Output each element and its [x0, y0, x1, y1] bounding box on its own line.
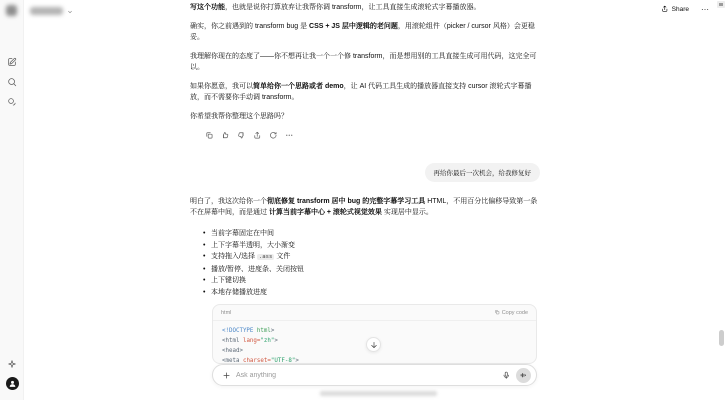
voice-mode-button[interactable] [516, 368, 531, 383]
composer [212, 364, 537, 386]
arrow-down-icon [370, 337, 378, 352]
conversation-more-button[interactable]: ⋯ [701, 4, 710, 14]
user-message-row [190, 163, 540, 182]
scrollbar-up-arrow[interactable] [717, 1, 725, 8]
copy-message-button[interactable] [205, 130, 214, 139]
code-line: <html lang="zh"> [222, 338, 278, 344]
assistant-message-2 [190, 196, 540, 364]
library-icon [7, 95, 17, 110]
sidebar-nav [6, 56, 18, 108]
feature-bullet-list [190, 228, 540, 298]
assistant-paragraph: 明白了，我这次给你一个彻底修复 transform 居中 bug 的完整字幕学习工具 HTML，不用百分比偏移导致第一条不在屏幕中间，而是通过 计算当前字幕中心 + 滚轮式视觉效果 实现居中显示。 [190, 198, 538, 216]
scrollbar-thumb[interactable] [719, 330, 724, 346]
list-item: • 上下键切换 [211, 275, 540, 287]
assistant-message-1 [190, 2, 540, 139]
voice-wave-icon [519, 368, 528, 383]
assistant-paragraph: 你希望我帮你整理这个思路吗？ [190, 113, 288, 120]
share-label: Share [671, 6, 689, 14]
attach-plus-button[interactable] [221, 370, 231, 380]
library-button[interactable] [6, 96, 18, 108]
model-name-redacted [30, 7, 63, 15]
new-chat-icon [7, 55, 17, 70]
code-language-label: html [221, 310, 232, 316]
scroll-to-bottom-button[interactable] [366, 337, 381, 352]
thumbs-down-button[interactable] [237, 130, 246, 139]
topbar-actions [661, 5, 710, 15]
share-upload-icon [661, 5, 669, 15]
account-avatar[interactable] [6, 377, 19, 390]
assistant-paragraph: 我理解你现在的态度了——你不想再让我一个一个修 transform，而是想用别的工具直接生成可用代码，这完全可以。 [190, 53, 537, 71]
copy-code-button[interactable] [494, 309, 528, 317]
sidebar-bottom [0, 358, 24, 390]
share-message-button[interactable] [253, 130, 262, 139]
search-icon [7, 75, 17, 90]
search-button[interactable] [6, 76, 18, 88]
mic-icon [502, 368, 511, 383]
share-icon [253, 127, 262, 142]
list-item: • 本地存储播放进度 [211, 287, 540, 299]
app-logo[interactable] [6, 5, 17, 16]
footer-disclaimer-redacted [320, 391, 437, 396]
dictate-button[interactable] [501, 370, 511, 381]
sidebar [0, 0, 24, 400]
upgrade-button[interactable] [6, 358, 18, 370]
copy-code-label: Copy code [501, 310, 528, 316]
conversation-thread [190, 2, 540, 364]
upgrade-sparkle-icon [7, 357, 17, 372]
message-more-button[interactable] [285, 130, 294, 139]
code-block [212, 304, 537, 364]
code-block-header [213, 305, 536, 321]
new-chat-button[interactable] [6, 56, 18, 68]
assistant-paragraph: 确实，你之前遇到的 transform bug 是 CSS + JS 层中逻辑的老问题，用滚轮组件（picker / cursor 风格）会更稳妥。 [190, 23, 535, 41]
code-line: <head> [222, 348, 243, 354]
copy-icon [494, 309, 500, 317]
share-button[interactable] [661, 5, 689, 15]
thumbs-down-icon [237, 127, 246, 142]
plus-icon [222, 368, 231, 383]
assistant-paragraph: 如果你愿意，我可以简单给你一个思路或者 demo，让 AI 代码工具生成的播放器直接支持 cursor 滚轮式字幕播放，而不需要你手动调 transform。 [190, 83, 532, 101]
list-item: • 上下字幕半透明，大小渐变 [211, 240, 540, 252]
list-item: • 支持拖入/选择 .ass 文件 [211, 251, 540, 264]
list-item: • 播放/暂停、进度条、关闭按钮 [211, 264, 540, 276]
code-line: <!DOCTYPE html> [222, 328, 275, 334]
model-selector[interactable] [30, 4, 73, 17]
regenerate-button[interactable] [269, 130, 278, 139]
assistant-paragraph: 写这个功能，也就是说你打算放弃让我帮你调 transform，让工具直接生成滚轮式字幕播放器。 [190, 4, 481, 11]
user-icon [8, 379, 17, 388]
message-input[interactable] [236, 372, 496, 379]
list-item: • 当前字幕固定在中间 [211, 228, 540, 240]
chevron-down-icon [67, 2, 73, 20]
more-icon [285, 127, 294, 142]
regenerate-icon [269, 127, 278, 142]
code-line: <meta charset="UTF-8"> [222, 358, 299, 364]
message-action-bar [205, 130, 540, 139]
thumbs-up-icon [221, 127, 230, 142]
user-message-bubble: 再给你最后一次机会，给我修复好 [425, 163, 541, 182]
thumbs-up-button[interactable] [221, 130, 230, 139]
copy-icon [205, 127, 214, 142]
